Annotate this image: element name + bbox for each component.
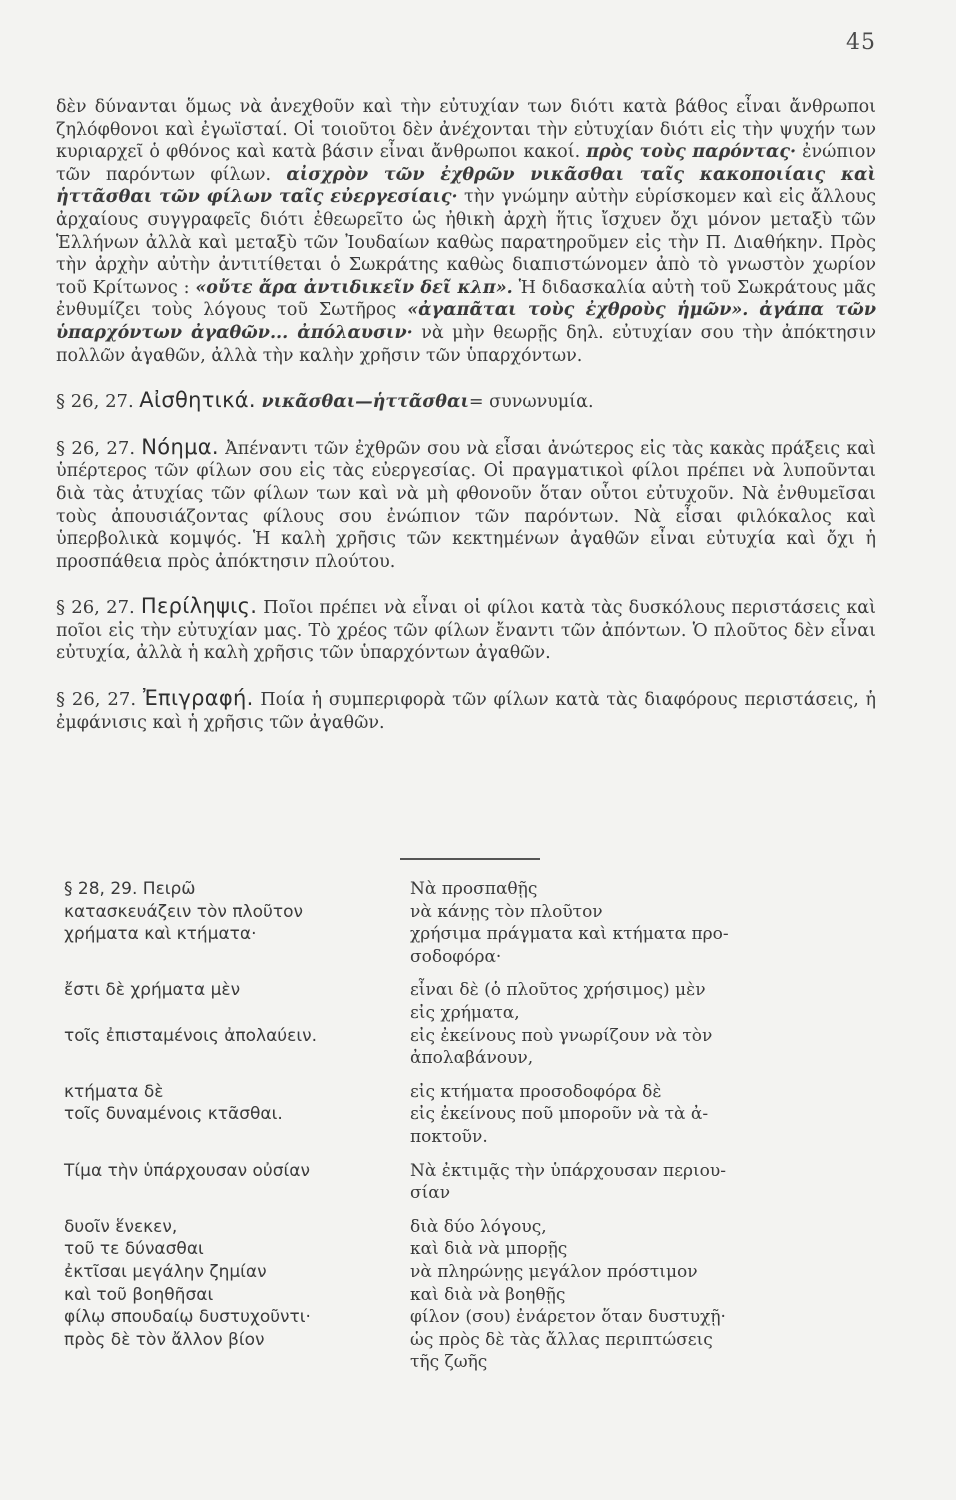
vocab-original: τοῖς δυναμένοις κτᾶσθαι. <box>64 1104 283 1125</box>
vocab-original <box>0 1047 410 1070</box>
section-heading: Αἰσθητικά. <box>139 388 256 413</box>
intro-text: Ἡ διδασκαλία αὐτὴ τοῦ Σωκράτους μᾶς ἐνθυμίζει τοὺς λόγους τοῦ Σωτῆρος <box>56 277 876 321</box>
intro-text: νὰ μὴν θεωρῇς δηλ. εὐτυχίαν σου τὴν ἀπόκτησιν πολλῶν ἀγαθῶν, ἀλλὰ τὴν καλὴν χρῆσιν τῶν ὑπαρχόντων. <box>56 322 876 366</box>
vocab-row <box>0 1238 956 1261</box>
vocab-row <box>0 1182 956 1205</box>
vocab-translation: εἰς ἐκείνους ποὺ γνωρίζουν νὰ τὸν <box>410 1025 713 1046</box>
vocab-row <box>0 979 956 1002</box>
divider <box>400 858 540 860</box>
ancient-quote: «ἀγαπᾶται τοὺς ἐχθροὺς ἡμῶν». <box>407 300 749 321</box>
section-reference: § 26, 27. <box>56 597 135 619</box>
intro-text: ἐνώπιον τῶν παρόντων φίλων. <box>56 142 876 185</box>
vocab-translation: νὰ πληρώνῃς μεγάλον πρόστιμον <box>410 1261 698 1282</box>
section-heading: Νόημα. <box>141 434 219 459</box>
vocab-row <box>0 1261 956 1284</box>
vocab-row <box>0 946 956 969</box>
vocab-row <box>0 1351 956 1374</box>
section-text: Ἀπέναντι τῶν ἐχθρῶν σου νὰ εἶσαι ἀνώτερος εἰς τὰς κακὰς πράξεις καὶ ὑπέρτερος τῶν φίλων σου εἰς τὰς εὐεργεσίας. Οἱ πραγματικοὶ φίλοι πρέπει νὰ λυποῦνται διὰ τὰς ἀτυχίας τῶν φίλων των καὶ νὰ μὴ φθονοῦν ὅταν οὗτοι εὐτυχοῦν. Νὰ ἐνθυμεῖσαι τοὺς ἀπουσιάζοντας φίλους σου ἐνώπιον τῶν παρόντων. Νὰ εἶσαι φιλόκαλος καὶ ὑπερβολικὰ κομψός. Ἡ καλὴ χρῆσις τῶν κεκτημένων ἀγαθῶν εἶναι εὐτυχία καὶ ὄχι ἡ προσπάθεια πρὸς ἀπόκτησιν πλούτου. <box>56 438 876 572</box>
section-title <box>56 687 876 734</box>
section-text: Ποῖοι πρέπει νὰ εἶναι οἱ φίλοι κατὰ τὰς δυσκόλους περιστάσεις καὶ ποῖοι εἰς τὴν εὐτυχίαν μας. Τὸ χρέος τῶν φίλων ἔναντι τῶν ἀπόντων. Ὁ πλοῦτος δὲν εἶναι εὐτυχία, ἀλλὰ ἡ καλὴ χρῆσις τῶν ὑπαρχόντων ἀγαθῶν. <box>56 598 876 664</box>
vocab-row <box>0 1126 956 1149</box>
vocab-row <box>0 901 956 924</box>
vocab-row <box>0 1160 956 1183</box>
section-heading: Περίληψις. <box>140 594 258 619</box>
vocab-row <box>0 1047 956 1070</box>
vocab-translation: χρήσιμα πράγματα καὶ κτήματα προ- <box>410 924 729 945</box>
section-aesthetics <box>56 389 876 414</box>
vocab-original <box>0 1351 410 1374</box>
intro-text: τὴν γνώμην αὐτὴν εὑρίσκομεν καὶ εἰς ἄλλους ἀρχαίους συγγραφεῖς διότι ἐθεωρεῖτο ὡς ἠθικὴ ἀρχὴ ἥτις ἴσχυεν ὄχι μόνον μεταξὺ τῶν Ἑλλήνων ἀλλὰ καὶ μεταξὺ τῶν Ἰουδαίων καθὼς παρατηροῦμεν εἰς τὴν Π. Διαθήκην. Πρὸς τὴν ἀρχὴν αὐτὴν ἀντιτίθεται ὁ Σωκράτης καθὼς διαπιστώνομεν ἀπὸ τὸ γνωστὸν χωρίον τοῦ Κρίτωνος : <box>56 187 876 298</box>
vocab-original: τοῖς ἐπισταμένοις ἀπολαύειν. <box>64 1025 317 1046</box>
ancient-quote: νικᾶσθαι—ἡττᾶσθαι <box>261 392 469 413</box>
vocab-translation: σοδοφόρα· <box>410 946 502 967</box>
vocab-translation: σίαν <box>410 1183 451 1204</box>
vocab-original: τοῦ τε δύνασθαι <box>64 1239 204 1260</box>
vocab-row <box>0 1103 956 1126</box>
intro-text: δὲν δύνανται ὅμως νὰ ἀνεχθοῦν καὶ τὴν εὐτυχίαν των διότι κατὰ βάθος εἶναι ἄνθρωποι ζηλόφθονοι καὶ ἐγωϊσταί. Οἱ τοιοῦτοι δὲν ἀνέχονται τὴν εὐτυχίαν διότι εἰς τὴν ψυχήν των κυριαρχεῖ ὁ φθόνος καὶ κατὰ βάσιν εἶναι ἄνθρωποι κακοί. <box>56 97 876 163</box>
section-text: Ποία ἡ συμπεριφορὰ τῶν φίλων κατὰ τὰς διαφόρους περιστάσεις, ἡ ἐμφάνισις καὶ ἡ χρῆσις τῶν ἀγαθῶν. <box>56 690 876 733</box>
vocab-original <box>0 946 410 969</box>
vocab-translation: διὰ δύο λόγους, <box>410 1216 547 1237</box>
section-reference: § 26, 27. <box>56 437 136 459</box>
vocab-row <box>0 1081 956 1104</box>
vocabulary-table <box>0 878 956 1374</box>
page-number: 45 <box>846 30 876 55</box>
vocab-original: χρήματα καὶ κτήματα· <box>64 924 257 945</box>
vocab-translation: καὶ διὰ νὰ μπορῇς <box>410 1239 568 1260</box>
vocab-translation: τῆς ζωῆς <box>410 1352 488 1373</box>
vocab-row <box>0 1306 956 1329</box>
section-heading: Ἐπιγραφή. <box>142 686 254 711</box>
vocab-translation: νὰ κάνῃς τὸν πλοῦτον <box>410 901 603 922</box>
ancient-quote: αἰσχρὸν τῶν ἐχθρῶν νικᾶσθαι ταῖς κακοποιίαις καὶ ἡττᾶσθαι τῶν φίλων ταῖς εὐεργεσίαις· <box>56 164 876 208</box>
vocab-row <box>0 1025 956 1048</box>
section-summary <box>56 595 876 665</box>
vocab-translation: ἀπολαβάνουν, <box>410 1048 534 1069</box>
vocab-translation: Νὰ προσπαθῇς <box>410 879 538 899</box>
vocab-original <box>0 1002 410 1025</box>
ancient-quote: πρὸς τοὺς παρόντας· <box>586 142 797 163</box>
vocab-translation: ὡς πρὸς δὲ τὰς ἄλλας περιπτώσεις <box>410 1329 713 1350</box>
vocab-row <box>0 1216 956 1239</box>
vocab-translation: καὶ διὰ νὰ βοηθῇς <box>410 1284 566 1305</box>
vocab-original <box>0 1126 410 1149</box>
vocab-original: ἔστι δὲ χρήματα μὲν <box>64 980 241 1001</box>
vocab-row <box>0 1284 956 1307</box>
section-meaning <box>56 436 876 574</box>
vocab-translation: Νὰ ἐκτιμᾷς τὴν ὑπάρχουσαν περιου- <box>410 1160 726 1181</box>
vocab-row <box>0 923 956 946</box>
vocab-original: δυοῖν ἕνεκεν, <box>64 1216 178 1237</box>
ancient-quote: ἀγάπα τῶν ὑπαρχόντων ἀγαθῶν... ἀπόλαυσιν· <box>56 300 876 343</box>
ancient-quote: «οὔτε ἄρα ἀντιδικεῖν δεῖ κλπ». <box>195 277 513 298</box>
vocab-original: φίλῳ σπουδαίῳ δυστυχοῦντι· <box>64 1307 311 1328</box>
section-reference: § 26, 27. <box>56 689 137 711</box>
vocab-row <box>0 1329 956 1352</box>
vocab-row <box>0 1002 956 1025</box>
vocab-translation: εἰς κτήματα προσοδοφόρα δὲ <box>410 1081 662 1102</box>
vocab-translation: εἰς χρήματα, <box>410 1002 520 1023</box>
vocab-translation: ποκτοῦν. <box>410 1126 488 1147</box>
vocab-original: καὶ τοῦ βοηθῆσαι <box>64 1284 214 1305</box>
vocab-original <box>0 1182 410 1205</box>
intro-paragraph <box>56 96 876 367</box>
vocab-original: κτήματα δὲ <box>64 1081 164 1102</box>
main-text <box>56 96 876 734</box>
section-reference: § 26, 27. <box>56 391 134 413</box>
vocab-translation: εἰς ἐκείνους ποῦ μποροῦν νὰ τὰ ἀ- <box>410 1104 709 1125</box>
vocab-original: Τίμα τὴν ὑπάρχουσαν οὐσίαν <box>64 1160 310 1181</box>
vocab-original: ἐκτῖσαι μεγάλην ζημίαν <box>64 1261 267 1282</box>
vocab-original: πρὸς δὲ τὸν ἄλλον βίον <box>64 1329 265 1350</box>
vocab-original: § 28, 29. Πειρῶ <box>64 879 196 899</box>
vocab-translation: φίλον (σου) ἐνάρετον ὅταν δυστυχῇ· <box>410 1307 726 1328</box>
vocab-translation: εἶναι δὲ (ὁ πλοῦτος χρήσιμος) μὲν <box>410 980 706 1001</box>
vocab-original: κατασκευάζειν τὸν πλοῦτον <box>64 901 303 922</box>
vocab-row <box>0 878 956 901</box>
section-text: = συνωνυμία. <box>468 392 594 413</box>
